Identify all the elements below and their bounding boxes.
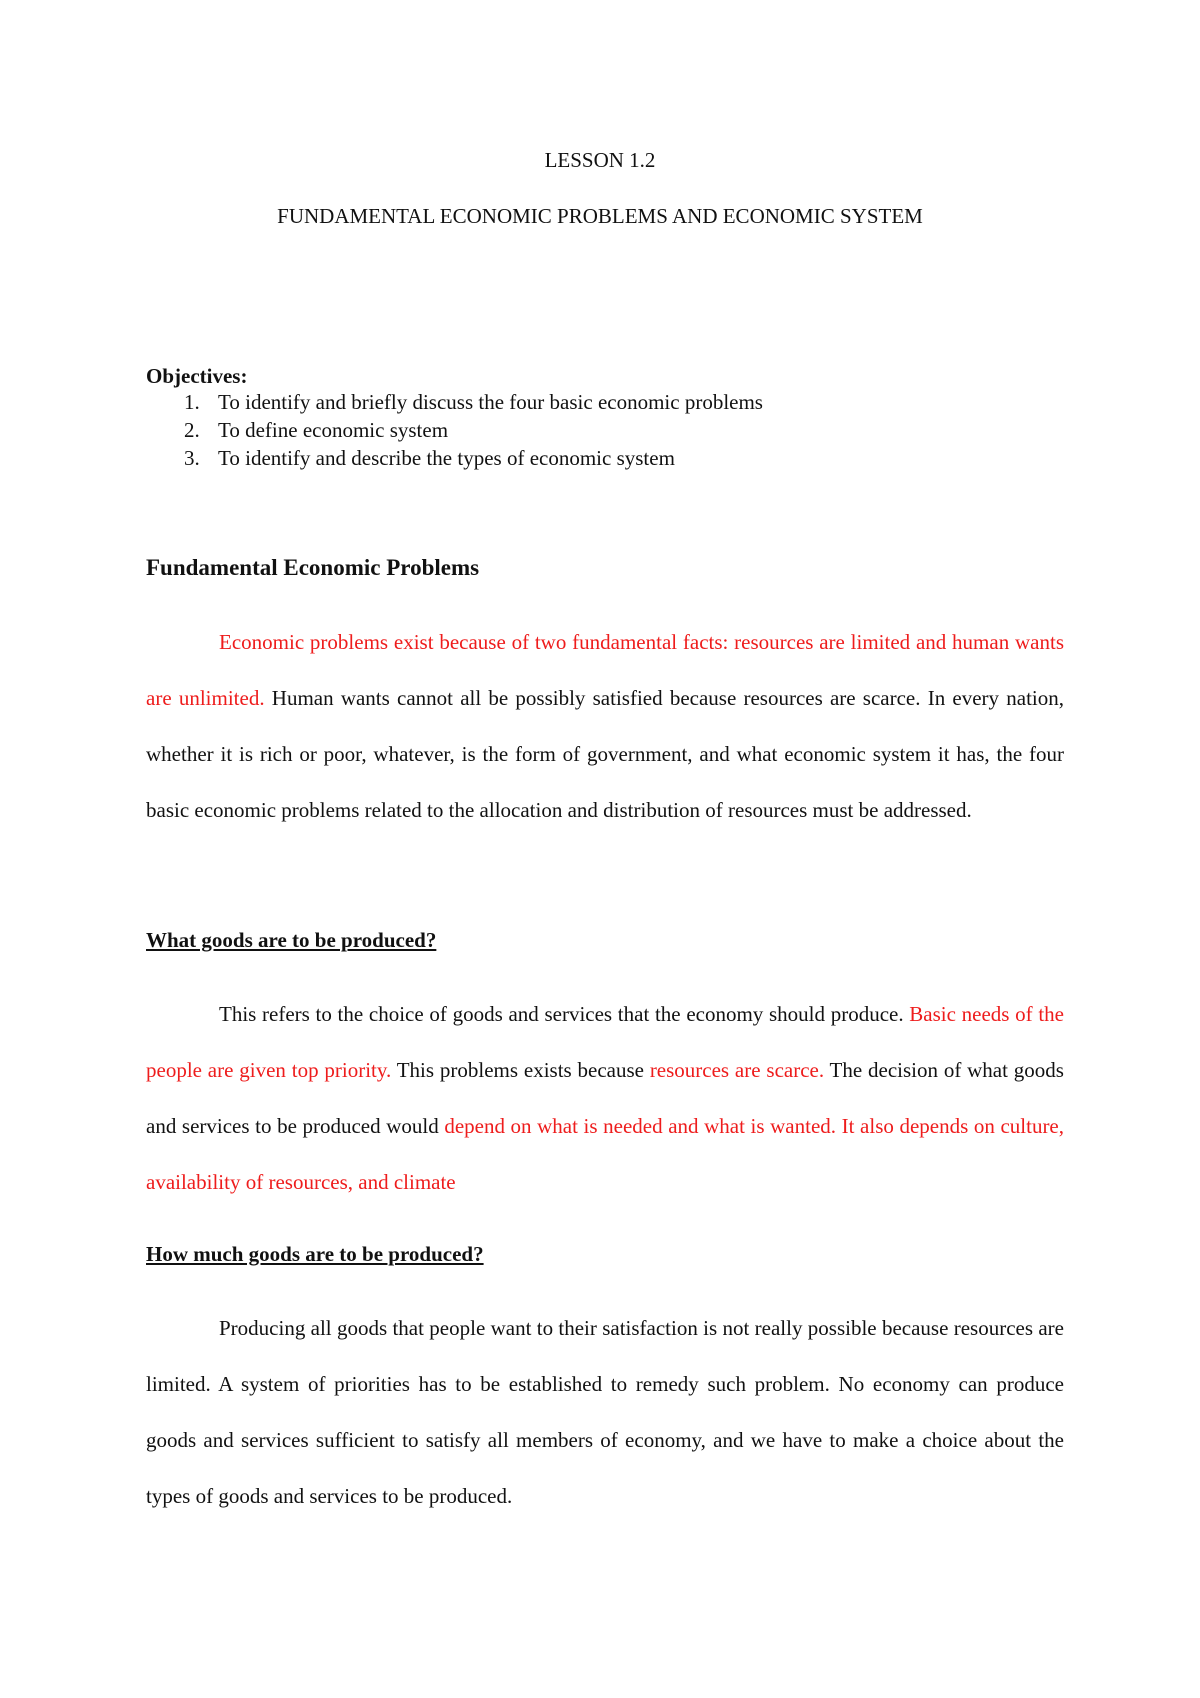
body-text: This problems exists because <box>391 1058 650 1082</box>
objectives-list <box>146 388 1064 472</box>
objective-item <box>146 388 1064 416</box>
section1-paragraph-block <box>146 614 1064 838</box>
section3-paragraph: Producing all goods that people want to their satisfaction is not really possible because resources are limited. A system of priorities has to be established to remedy such problem. No economy can produce goods and services sufficient to satisfy all members of economy, and we have to make a choice about the types of goods and services to be produced. <box>146 1316 1064 1508</box>
section1-paragraph <box>146 614 1064 838</box>
objective-number: 2. <box>184 418 200 442</box>
highlighted-text: Economic problems exist because of two fundamental facts: resources are limited and human wants are unlimited. <box>146 630 1064 710</box>
subheading-what-goods: What goods are to be produced? <box>146 928 437 952</box>
lesson-title: FUNDAMENTAL ECONOMIC PROBLEMS AND ECONOMIC SYSTEM <box>277 204 923 228</box>
section3-paragraph-block <box>146 1300 1064 1524</box>
subheading-how-much-goods: How much goods are to be produced? <box>146 1242 484 1266</box>
lesson-number: LESSON 1.2 <box>544 148 656 172</box>
objectives-section <box>146 364 1064 472</box>
objective-text: To identify and briefly discuss the four basic economic problems <box>218 390 763 414</box>
objective-item <box>146 416 1064 444</box>
objectives-title: Objectives: <box>146 364 248 388</box>
objective-text: To identify and describe the types of economic system <box>218 446 675 470</box>
section-heading: Fundamental Economic Problems <box>146 555 480 580</box>
section2-paragraph <box>146 986 1064 1210</box>
objective-number: 3. <box>184 446 200 470</box>
highlighted-text: Basic needs of the people are given top priority. <box>146 1002 1064 1082</box>
body-text: This refers to the choice of goods and services that the economy should produce. <box>219 1002 910 1026</box>
highlighted-text: resources are scarce. <box>649 1058 825 1082</box>
objective-number: 1. <box>184 390 200 414</box>
highlighted-text: depend on what is needed and what is wanted. It also depends on culture, availability of resources, and climate <box>146 1114 1065 1194</box>
objective-item <box>146 444 1064 472</box>
body-text: The decision of what goods and services to be produced would <box>146 1058 1064 1138</box>
section2-paragraph-block <box>146 986 1064 1210</box>
objective-text: To define economic system <box>218 418 449 442</box>
body-text: Human wants cannot all be possibly satisfied because resources are scarce. In every nation, whether it is rich or poor, whatever, is the form of government, and what economic system it has, the four basic economic problems related to the allocation and distribution of resources must be addressed. <box>146 686 1064 822</box>
